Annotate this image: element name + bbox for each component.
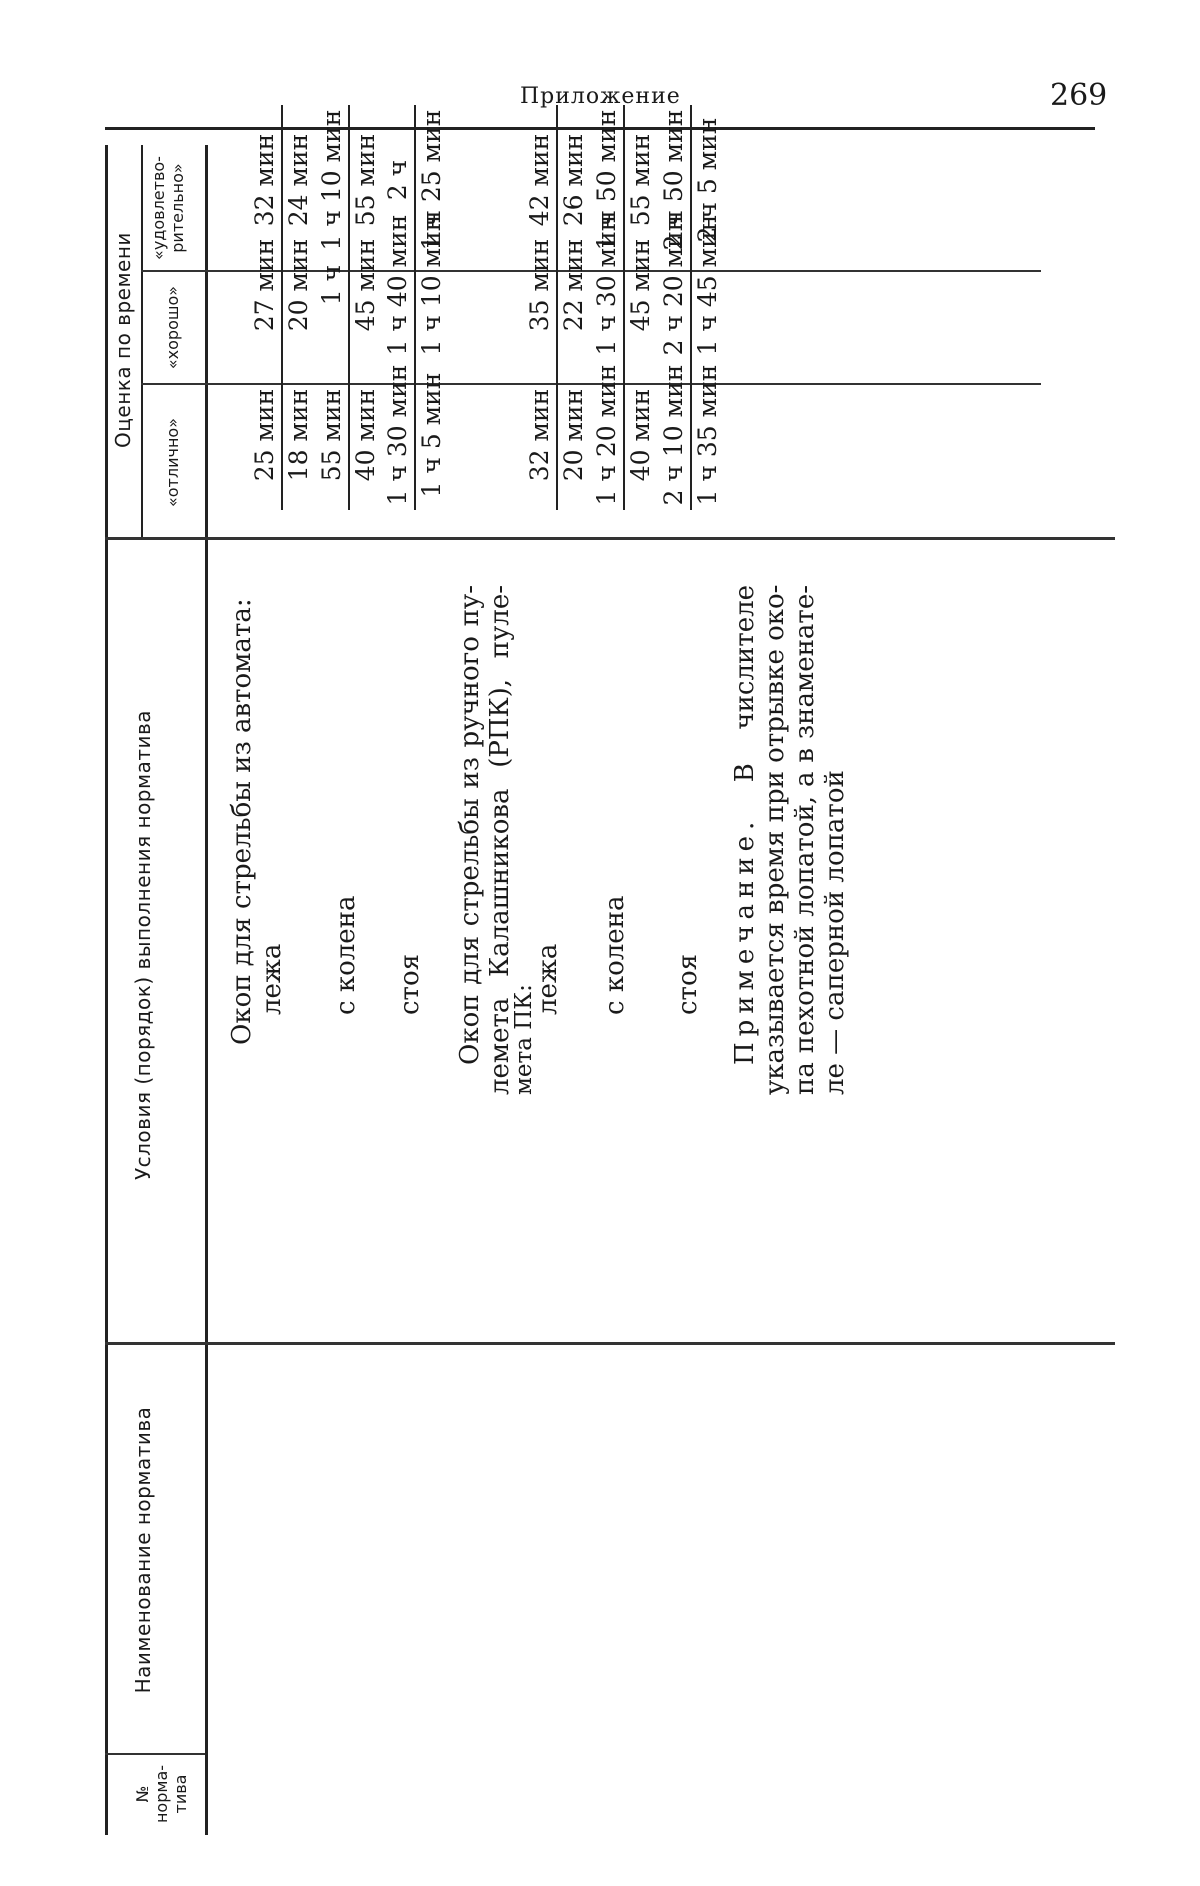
- note-line: указывается время при отрывке око-: [760, 584, 790, 1095]
- row-label: лежа: [533, 943, 563, 1015]
- note-line: ле — саперной лопатой: [820, 770, 850, 1095]
- grade-fraction: 2 ч 50 мин 2 ч 5 мин: [659, 100, 723, 260]
- grade-fraction: 25 мин 18 мин: [250, 355, 314, 515]
- group2-title-line: лемета Калашникова (РПК), пуле-: [485, 585, 515, 1095]
- table-top-rule: [105, 145, 108, 1835]
- grade-fraction: 2 ч 1 ч 25 мин: [383, 100, 447, 260]
- header-name: Наименование норматива: [131, 1406, 155, 1694]
- grade-fraction: 1 ч 30 мин 1 ч 5 мин: [383, 355, 447, 515]
- grade-fraction: 55 мин 40 мин: [317, 355, 381, 515]
- rotated-norms-table: [105, 109, 1095, 1835]
- grade-fraction: 42 мин 26 мин: [525, 100, 589, 260]
- grade-fraction: 1 ч 50 мин 55 мин: [592, 100, 656, 260]
- row-label: с колена: [331, 895, 361, 1015]
- note-heading: Примечание.: [730, 815, 760, 1065]
- row-label: стоя: [673, 953, 703, 1015]
- header-good: «хорошо»: [163, 285, 182, 370]
- header-excellent: «отлично»: [163, 418, 182, 508]
- grade-group-rule: [141, 145, 143, 540]
- grade-fraction: 1 ч 40 мин 1 ч 10 мин: [383, 205, 447, 365]
- grade-fraction: 32 мин 24 мин: [250, 100, 314, 260]
- grade-fraction: 1 ч 45 мин: [317, 205, 381, 365]
- grade-fraction: 32 мин 20 мин: [525, 355, 589, 515]
- header-conditions: Условия (порядок) выполнения норматива: [131, 709, 155, 1181]
- header-number: № норма-тива: [133, 1764, 190, 1824]
- header-satisfactory: «удовлетво-рительно»: [149, 156, 187, 260]
- grade-fraction: 1 ч 10 мин 55 мин: [317, 100, 381, 260]
- grade-fraction: 35 мин 22 мин: [525, 205, 589, 365]
- col-divider-1: [105, 1753, 205, 1755]
- col-divider-2: [105, 1342, 1115, 1345]
- note-first-line: [730, 585, 760, 1065]
- row-label: стоя: [395, 953, 425, 1015]
- grade-fraction: 27 мин 20 мин: [250, 205, 314, 365]
- group1-title: Окоп для стрельбы из автомата:: [227, 598, 257, 1045]
- header-bottom-rule: [205, 145, 208, 1835]
- page-header-title: Приложение: [520, 84, 681, 109]
- group2-title-line: Окоп для стрельбы из ручного пу-: [455, 585, 485, 1065]
- grade-fraction: 1 ч 20 мин 40 мин: [592, 355, 656, 515]
- header-grade-group: Оценка по времени: [111, 232, 135, 448]
- row-label: лежа: [257, 943, 287, 1015]
- col-divider-3: [105, 537, 1115, 540]
- note-line: па пехотной лопатой, а в знаменате-: [790, 585, 820, 1095]
- row-label: с колена: [600, 895, 630, 1015]
- grade-fraction: 2 ч 10 мин 1 ч 35 мин: [659, 355, 723, 515]
- grade-fraction: 2 ч 20 мин 1 ч 45 мин: [659, 205, 723, 365]
- group2-title-line: мета ПК:: [511, 984, 537, 1095]
- grade-fraction: 1 ч 30 мин 45 мин: [592, 205, 656, 365]
- note-first-line-rest: В числителе: [730, 585, 760, 783]
- page-number: 269: [1050, 78, 1108, 113]
